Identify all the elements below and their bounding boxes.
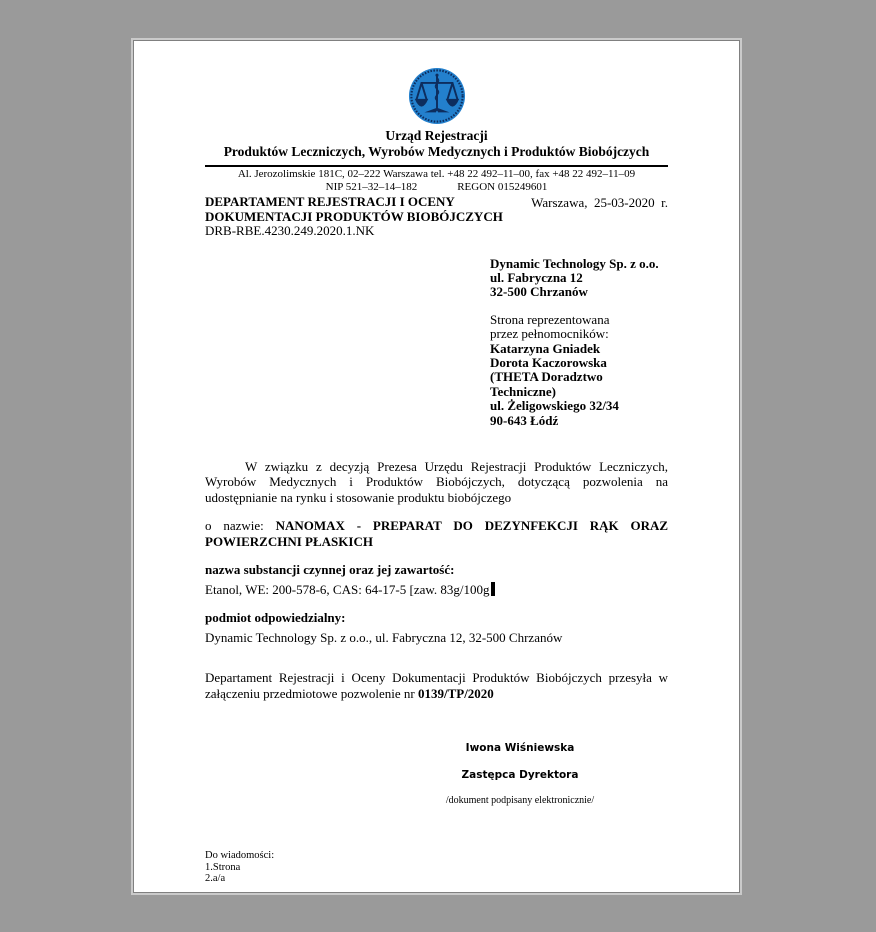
representative-city: 90-643 Łódź xyxy=(490,412,559,428)
recipient-block xyxy=(490,257,668,428)
signer-name: Iwona Wiśniewska xyxy=(465,742,575,755)
intro-paragraph: W związku z decyzją Prezesa Urzędu Rejestracji Produktów Leczniczych, Wyrobów Medycznych i Produktów Biobójczych, dotyczącą pozwolenia na udostępnianie na rynku i stosowanie produktu biobójczego xyxy=(205,458,668,505)
text-cursor xyxy=(491,582,495,596)
document-page xyxy=(133,40,740,893)
department-name-line2: DOKUMENTACJI PRODUKTÓW BIOBÓJCZYCH xyxy=(205,208,503,224)
scales-of-justice-icon xyxy=(408,67,466,125)
spacer xyxy=(490,300,668,313)
product-name: NANOMAX - PREPARAT DO DEZYNFEKCJI RĄK ORAZ POWIERZCHNI PŁASKICH xyxy=(205,518,669,549)
permit-number: 0139/TP/2020 xyxy=(417,685,494,701)
substance-value-line xyxy=(205,582,668,597)
electronic-signature-note: /dokument podpisany elektronicznie/ xyxy=(445,795,595,807)
page-content xyxy=(134,67,739,885)
office-name-line2: Produktów Leczniczych, Wyrobów Medycznych i Produktów Biobójczych xyxy=(223,144,650,159)
office-regon: REGON 015249601 xyxy=(457,181,548,193)
signer-title: Zastępca Dyrektora xyxy=(461,769,579,782)
department-header xyxy=(205,195,668,239)
representative-name-1: Katarzyna Gniadek xyxy=(490,340,601,356)
cc-item-2: 2.a/a xyxy=(205,873,226,885)
signature-block xyxy=(370,742,670,807)
recipient-city: 32-500 Chrzanów xyxy=(490,284,588,300)
reference-number: DRB-RBE.4230.249.2020.1.NK xyxy=(205,223,375,238)
office-address-line: Al. Jerozolimskie 181C, 02–222 Warszawa tel. +48 22 492–11–00, fax +48 22 492–11–09 xyxy=(237,168,636,180)
product-name-label: o nazwie: xyxy=(205,518,264,534)
substance-value: Etanol, WE: 200-578-6, CAS: 64-17-5 [zaw. 83g/100g xyxy=(205,582,490,598)
place-and-date: Warszawa, 25-03-2020 r. xyxy=(531,195,668,210)
recipient-company: Dynamic Technology Sp. z o.o. xyxy=(490,255,659,271)
department-name-line1: DEPARTAMENT REJESTRACJI I OCENY xyxy=(205,194,455,209)
office-ids-row xyxy=(205,181,668,193)
representative-org-line2: Techniczne) xyxy=(490,383,556,399)
cc-item-1: 1.Strona xyxy=(205,861,241,873)
cc-block xyxy=(205,850,668,885)
office-logo xyxy=(205,67,668,125)
product-name-line xyxy=(205,518,668,549)
representative-street: ul. Żeligowskiego 32/34 xyxy=(490,398,619,414)
cc-label: Do wiadomości: xyxy=(205,850,275,862)
representation-intro-line1: Strona reprezentowana xyxy=(490,311,610,327)
recipient-street: ul. Fabryczna 12 xyxy=(490,269,583,285)
closing-text: Departament Rejestracji i Oceny Dokumentacji Produktów Biobójczych przesyła w załączeniu przedmiotowe pozwolenie nr xyxy=(205,670,668,701)
responsible-entity-value: Dynamic Technology Sp. z o.o., ul. Fabryczna 12, 32-500 Chrzanów xyxy=(205,630,563,646)
header-divider xyxy=(205,165,668,167)
substance-label: nazwa substancji czynnej oraz jej zawartość: xyxy=(205,562,455,578)
office-nip: NIP 521–32–14–182 xyxy=(325,181,418,193)
office-name-line1: Urząd Rejestracji xyxy=(385,128,488,143)
representative-name-2: Dorota Kaczorowska xyxy=(490,354,607,370)
representation-intro-line2: przez pełnomocników: xyxy=(490,326,609,342)
closing-paragraph xyxy=(205,670,668,701)
responsible-entity-label: podmiot odpowiedzialny: xyxy=(205,610,346,626)
representative-org-line1: (THETA Doradztwo xyxy=(490,369,603,385)
